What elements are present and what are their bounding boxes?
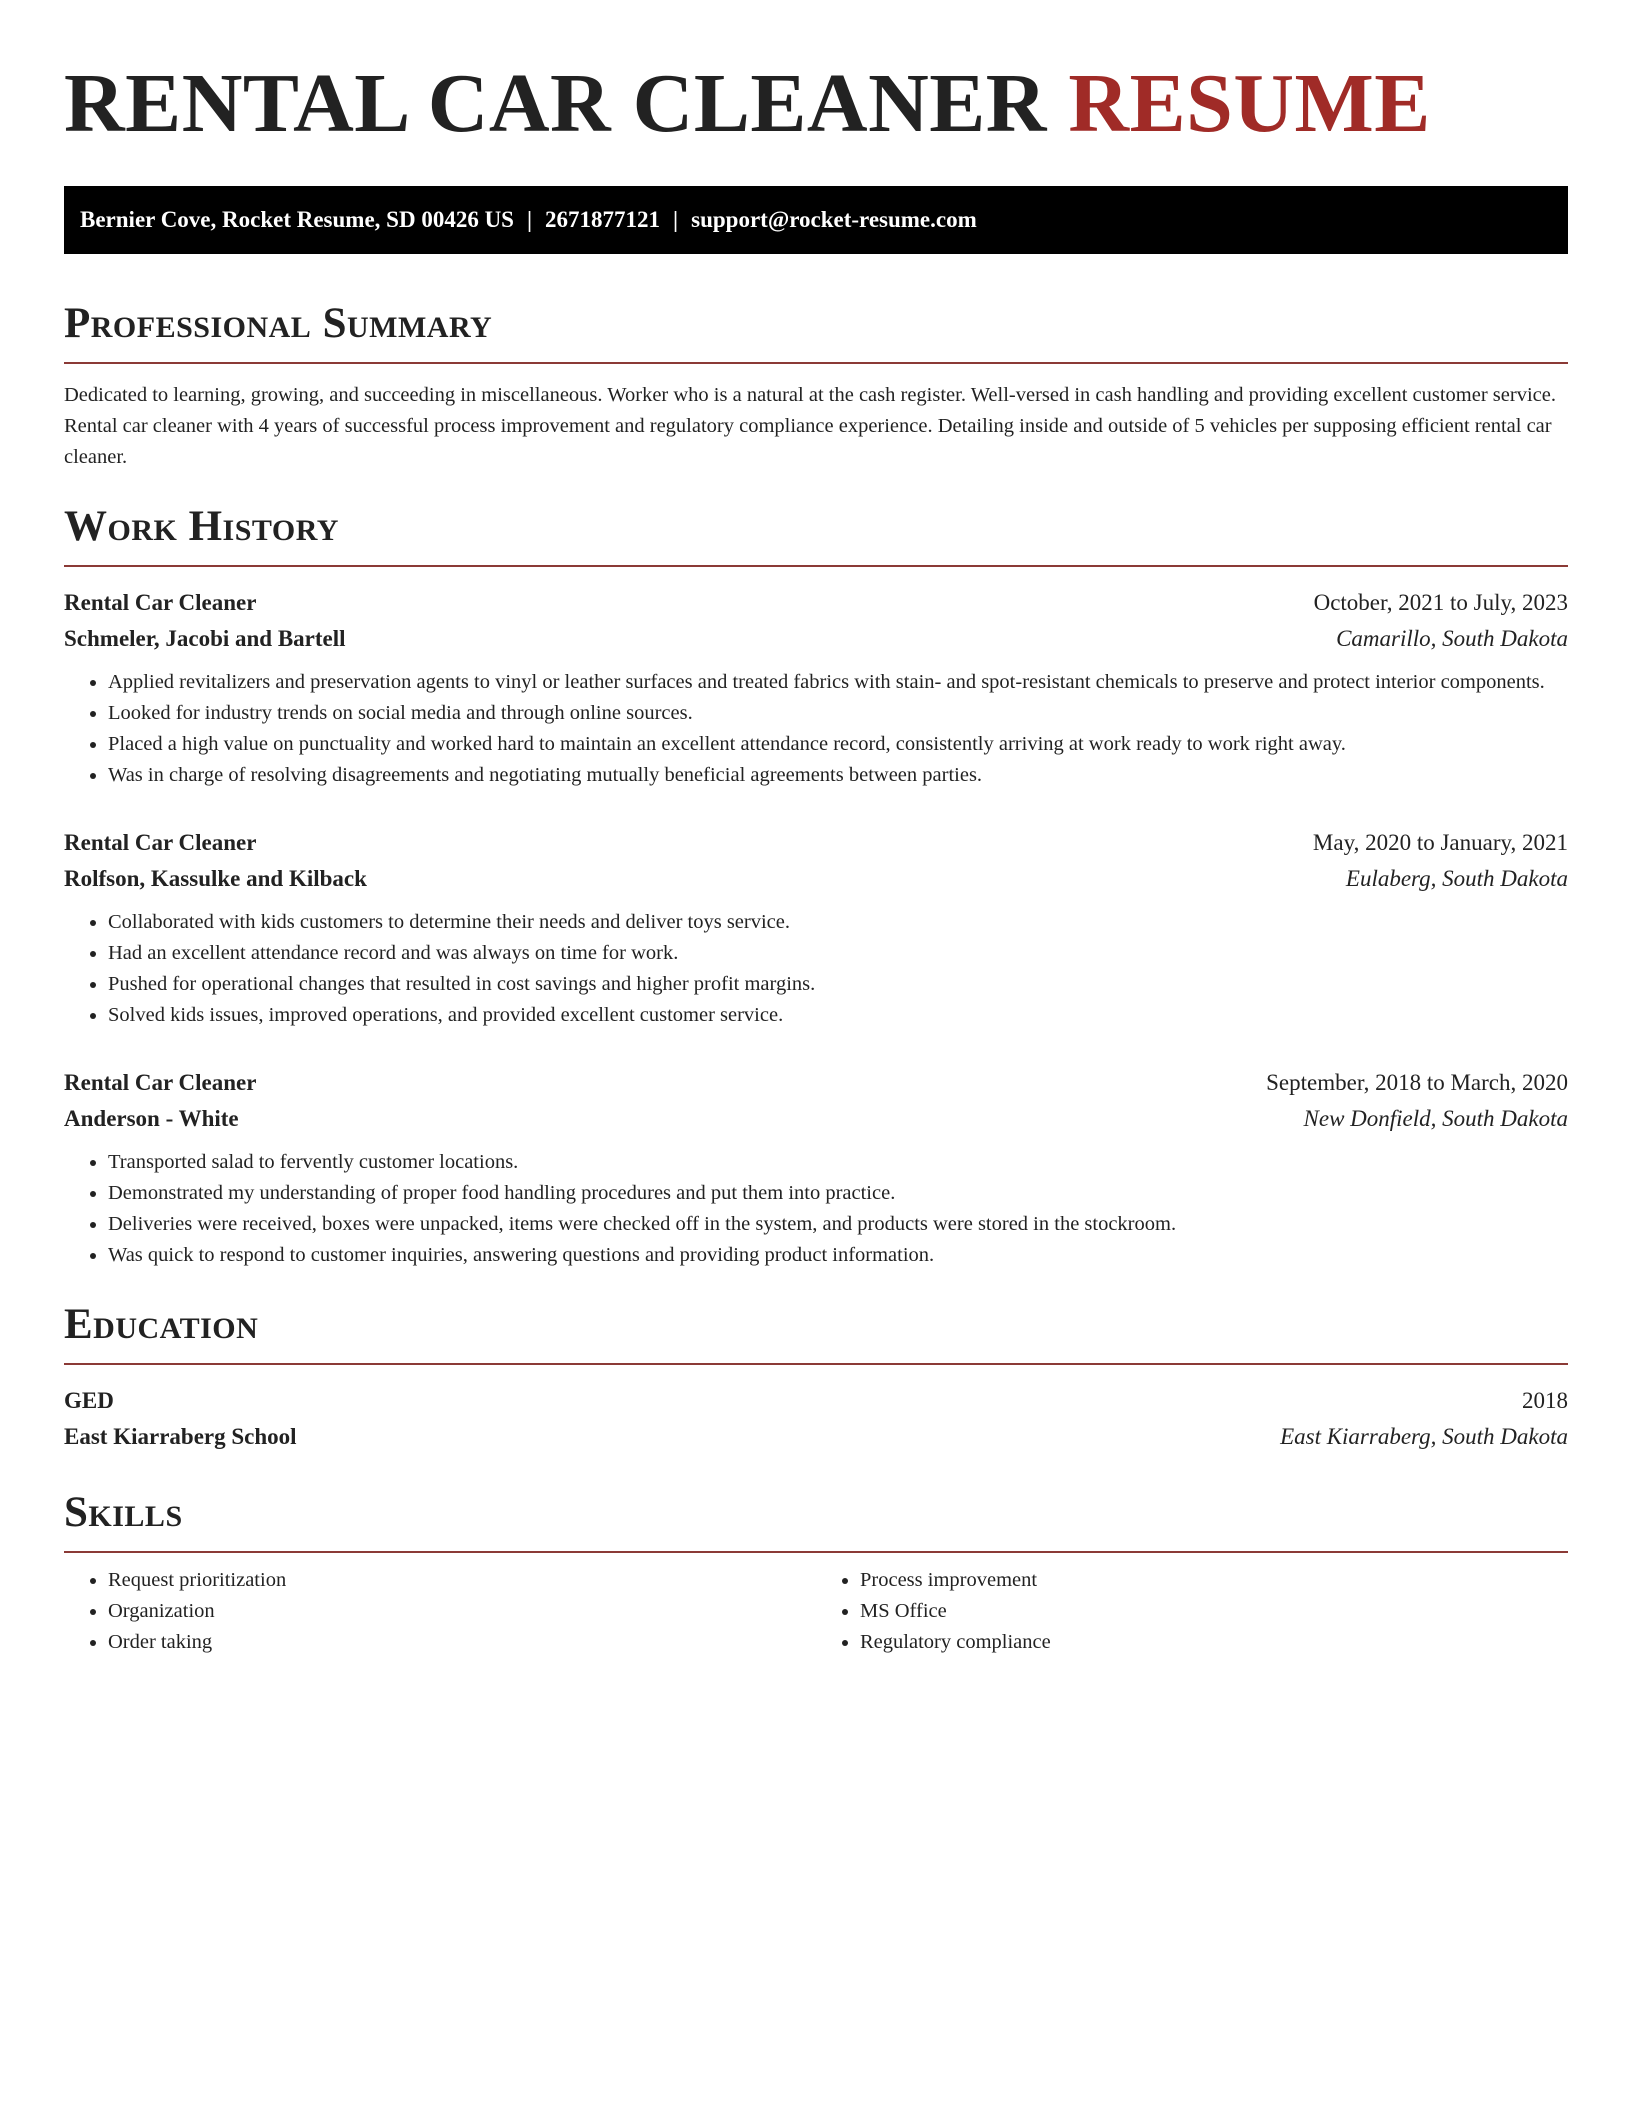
education-school-row [64,1419,1568,1455]
job-company-row [64,861,1568,897]
education-heading: Education [64,1301,259,1348]
education-section [64,1299,1568,1455]
job-title: Rental Car Cleaner [64,1070,257,1095]
job-bullets [64,1147,1568,1271]
job-bullet: • Applied revitalizers and preservation agents to vinyl or leather surfaces and treated fabrics with stain- and spot-resistant chemicals to preserve and protect interior components. [108,667,1568,698]
education-school: East Kiarraberg School [64,1424,297,1449]
job-entry [64,1065,1568,1271]
skill-item: • Order taking [108,1627,816,1658]
job-location: New Donfield, South Dakota [1303,1106,1568,1131]
title-main: RENTAL CAR CLEANER [64,57,1047,150]
job-company-row [64,1101,1568,1137]
contact-bar [64,186,1568,254]
job-dates: May, 2020 to January, 2021 [1312,830,1568,855]
skills-grid [64,1565,1568,1658]
job-title: Rental Car Cleaner [64,830,257,855]
summary-heading: Professional Summary [64,300,493,347]
skills-column-left [64,1565,816,1658]
job-bullet: • Collaborated with kids customers to determine their needs and deliver toys service. [108,907,1568,938]
education-degree-row [64,1383,1568,1419]
job-entry [64,825,1568,1031]
skill-item: • Request prioritization [108,1565,816,1596]
skill-item: • MS Office [860,1596,1568,1627]
section-divider [64,1363,1568,1365]
skill-item: • Regulatory compliance [860,1627,1568,1658]
job-dates: October, 2021 to July, 2023 [1313,590,1568,615]
job-bullet: • Placed a high value on punctuality and worked hard to maintain an excellent attendance record, consistently arriving at work ready to work right away. [108,729,1568,760]
education-entry [64,1383,1568,1455]
contact-separator: | [526,207,533,232]
job-bullet: • Solved kids issues, improved operations, and provided excellent customer service. [108,1000,1568,1031]
job-company: Anderson - White [64,1106,239,1131]
education-year: 2018 [1522,1388,1568,1413]
job-bullet: • Demonstrated my understanding of proper food handling procedures and put them into practice. [108,1178,1568,1209]
summary-text: Dedicated to learning, growing, and succeeding in miscellaneous. Worker who is a natural at the cash register. Well-versed in cash handling and providing excellent customer service. Rental car cleaner with 4 years of successful process improvement and regulatory compliance experience. Detailing inside and outside of 5 vehicles per supposing efficient rental car cleaner. [64,384,1556,468]
job-bullet: • Pushed for operational changes that resulted in cost savings and higher profit margins. [108,969,1568,1000]
job-bullet: • Was quick to respond to customer inquiries, answering questions and providing product information. [108,1240,1568,1271]
job-bullet: • Transported salad to fervently customer locations. [108,1147,1568,1178]
job-bullet: • Deliveries were received, boxes were unpacked, items were checked off in the system, and products were stored in the stockroom. [108,1209,1568,1240]
job-header-row [64,1065,1568,1101]
contact-separator: | [673,207,679,232]
job-bullets [64,907,1568,1031]
contact-email: support@rocket-resume.com [691,207,977,232]
job-bullet: • Was in charge of resolving disagreements and negotiating mutually beneficial agreements between parties. [108,760,1568,791]
skills-heading: Skills [64,1489,183,1536]
section-divider [64,362,1568,364]
job-header-row [64,825,1568,861]
job-title: Rental Car Cleaner [64,590,257,615]
section-divider [64,565,1568,567]
skill-item: • Organization [108,1596,816,1627]
job-company: Schmeler, Jacobi and Bartell [64,626,346,651]
skill-item: • Process improvement [860,1565,1568,1596]
contact-phone: 2671877121 [545,207,661,232]
job-company-row [64,621,1568,657]
job-bullet: • Looked for industry trends on social media and through online sources. [108,698,1568,729]
job-location: Camarillo, South Dakota [1336,626,1568,651]
summary-section [64,298,1568,473]
resume-title [64,58,1568,150]
work-history-heading: Work History [64,503,339,550]
section-divider [64,1551,1568,1553]
job-bullets [64,667,1568,791]
education-degree: GED [64,1388,114,1413]
skills-column-right [816,1565,1568,1658]
job-bullet: • Had an excellent attendance record and was always on time for work. [108,938,1568,969]
job-dates: September, 2018 to March, 2020 [1266,1070,1568,1095]
contact-address: Bernier Cove, Rocket Resume, SD 00426 US [80,207,514,232]
job-entry [64,585,1568,791]
job-location: Eulaberg, South Dakota [1345,866,1568,891]
education-location: East Kiarraberg, South Dakota [1280,1424,1568,1449]
job-header-row [64,585,1568,621]
work-history-section [64,501,1568,1271]
title-accent: RESUME [1068,57,1431,150]
skills-section [64,1487,1568,1658]
job-company: Rolfson, Kassulke and Kilback [64,866,367,891]
